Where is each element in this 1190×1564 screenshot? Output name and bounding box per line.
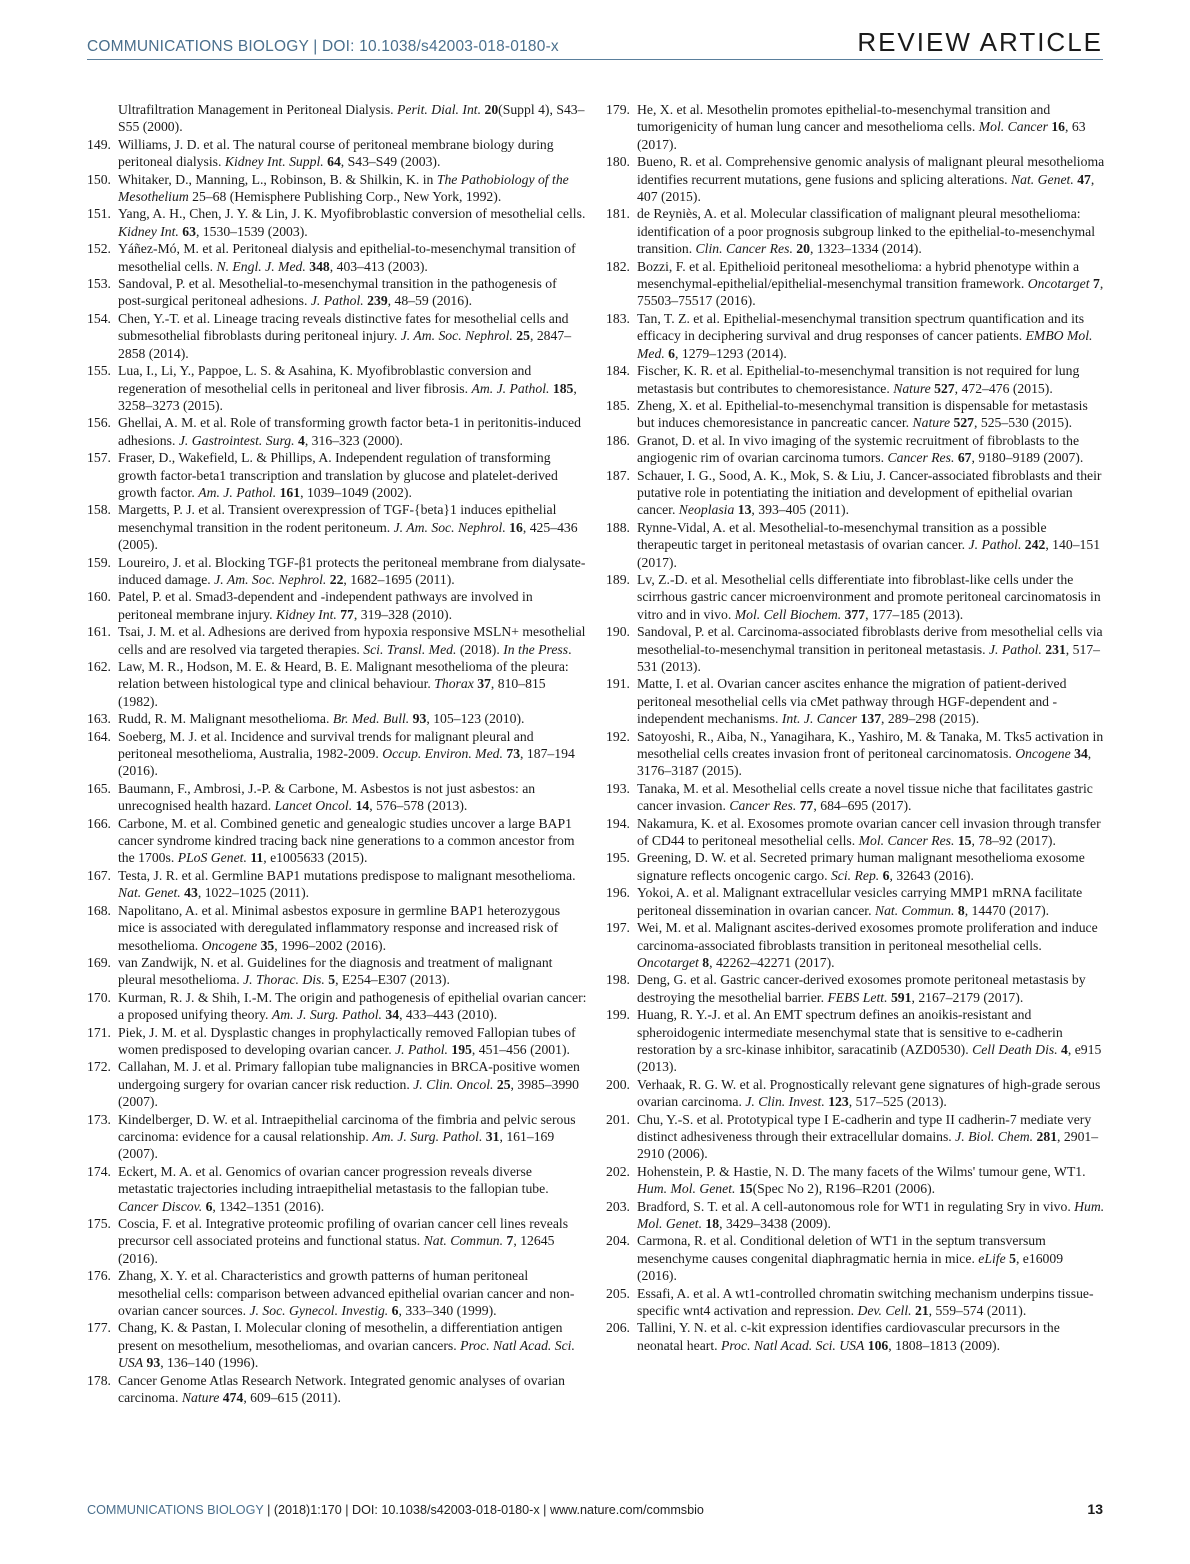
reference-text: Bradford, S. T. et al. A cell-autonomous role for WT1 in regulating Sry in vivo. Hum. Mol. Genet. 18, 3429–3438 (2009). <box>637 1198 1105 1231</box>
header-rule <box>87 59 1103 60</box>
reference-item <box>87 989 587 1024</box>
reference-number: 205. <box>606 1285 630 1301</box>
reference-text: He, X. et al. Mesothelin promotes epithelial-to-mesenchymal transition and tumorigenicity of human lung cancer and mesothelioma cells. Mol. Cancer 16, 63 (2017). <box>637 102 1086 152</box>
reference-text: Eckert, M. A. et al. Genomics of ovarian cancer progression reveals diverse metastatic trajectories including intraepithelial metastasis to the fallopian tube. Cancer Discov. 6, 1342–1351 (2016). <box>118 1163 549 1214</box>
reference-text: Tallini, Y. N. et al. c-kit expression identifies cardiovascular precursors in the neonatal heart. Proc. Natl Acad. Sci. USA 106, 1808–1813 (2009). <box>637 1320 1060 1353</box>
reference-item <box>87 554 587 589</box>
reference-number: 186. <box>606 432 630 448</box>
reference-number: 185. <box>606 397 630 413</box>
reference-number: 154. <box>87 310 111 326</box>
reference-item <box>606 623 1106 675</box>
reference-text: Verhaak, R. G. W. et al. Prognostically relevant gene signatures of high-grade serous ovarian carcinoma. J. Clin. Invest. 123, 517–525 (2013). <box>637 1076 1101 1110</box>
reference-list-right <box>606 101 1106 1354</box>
reference-text: Satoyoshi, R., Aiba, N., Yanagihara, K., Yashiro, M. & Tanaka, M. Tks5 activation in mesothelial cells creates invasion front of peritoneal carcinomatosis. Oncogene 34, 3176–3187 (2015). <box>637 728 1104 779</box>
reference-number: 184. <box>606 363 630 379</box>
reference-text: Bozzi, F. et al. Epithelioid peritoneal mesothelioma: a hybrid phenotype within a mesenchymal-epithelial/epithelial-mesenchymal transition framework. Oncotarget 7, 75503–75517 (2016). <box>637 258 1104 309</box>
reference-text: Law, M. R., Hodson, M. E. & Heard, B. E. Malignant mesothelioma of the pleura: relation between histological type and clinical behaviour. Thorax 37, 810–815 (1982). <box>118 659 569 709</box>
reference-text: Whitaker, D., Manning, L., Robinson, B. & Shilkin, K. in The Pathobiology of the Mesothelium 25–68 (Hemisphere Publishing Corp., New York, 1992). <box>118 171 569 205</box>
reference-item <box>87 1215 587 1267</box>
reference-number: 156. <box>87 415 111 431</box>
reference-item <box>606 397 1106 432</box>
reference-number: 162. <box>87 659 111 674</box>
reference-item <box>87 1319 587 1371</box>
reference-number: 200. <box>606 1076 630 1092</box>
reference-number: 161. <box>87 624 111 640</box>
reference-number: 174. <box>87 1163 111 1179</box>
reference-number: 198. <box>606 972 630 988</box>
reference-item <box>87 136 587 171</box>
references-left-column <box>87 101 587 1406</box>
reference-item <box>606 1198 1106 1233</box>
reference-item <box>87 780 587 815</box>
reference-item <box>606 467 1106 519</box>
reference-number: 190. <box>606 624 630 640</box>
reference-text: Chu, Y.-S. et al. Prototypical type I E-cadherin and type II cadherin-7 mediate very distinct adhesiveness through their extracellular domains. J. Biol. Chem. 281, 2901–2910 (2006). <box>637 1111 1099 1162</box>
reference-text: Essafi, A. et al. A wt1-controlled chromatin switching mechanism underpins tissue-specific wnt4 activation and repression. Dev. Cell. 21, 559–574 (2011). <box>637 1285 1094 1319</box>
reference-text: Williams, J. D. et al. The natural course of peritoneal membrane biology during peritoneal dialysis. Kidney Int. Suppl. 64, S43–S49 (2003). <box>118 136 554 170</box>
reference-item <box>606 1006 1106 1076</box>
reference-number: 192. <box>606 728 630 744</box>
reference-text: Nakamura, K. et al. Exosomes promote ovarian cancer cell invasion through transfer of CD44 to peritoneal mesothelial cells. Mol. Cancer Res. 15, 78–92 (2017). <box>637 815 1101 849</box>
reference-text: Margetts, P. J. et al. Transient overexpression of TGF-{beta}1 induces epithelial mesenchymal transition in the rodent peritoneum. J. Am. Soc. Nephrol. 16, 425–436 (2005). <box>118 502 578 553</box>
reference-text: Deng, G. et al. Gastric cancer-derived exosomes promote peritoneal metastasis by destroying the mesothelial barrier. FEBS Lett. 591, 2167–2179 (2017). <box>637 972 1086 1005</box>
reference-text: Patel, P. et al. Smad3-dependent and -independent pathways are involved in peritoneal membrane injury. Kidney Int. 77, 319–328 (2010). <box>118 589 533 622</box>
reference-text: Greening, D. W. et al. Secreted primary human malignant mesothelioma exosome signature reflects oncogenic cargo. Sci. Rep. 6, 32643 (2016). <box>637 850 1085 883</box>
reference-item <box>606 919 1106 971</box>
reference-text: Callahan, M. J. et al. Primary fallopian tube malignancies in BRCA-positive women undergoing surgery for ovarian cancer risk reduction. J. Clin. Oncol. 25, 3985–3990 (2007). <box>118 1059 580 1110</box>
reference-number: 183. <box>606 310 630 326</box>
reference-item <box>87 623 587 658</box>
reference-item <box>87 710 587 727</box>
reference-item <box>606 519 1106 571</box>
reference-number: 176. <box>87 1268 111 1284</box>
reference-text: Zhang, X. Y. et al. Characteristics and growth patterns of human peritoneal mesothelial cells: comparison between advanced epithelial ovarian cancer and non-ovarian cancer sources. J. Soc. Gynecol. Investig. 6, 333–340 (1999). <box>118 1268 575 1319</box>
reference-item <box>87 658 587 710</box>
reference-text: van Zandwijk, N. et al. Guidelines for the diagnosis and treatment of malignant pleural mesothelioma. J. Thorac. Dis. 5, E254–E307 (2013). <box>118 954 553 988</box>
running-header-journal: COMMUNICATIONS BIOLOGY | DOI: 10.1038/s42003-018-0180-x <box>87 38 559 55</box>
reference-text: Fraser, D., Wakefield, L. & Phillips, A. Independent regulation of transforming growth factor-beta1 transcription and translation by glucose and platelet-derived growth factor. Am. J. Pathol. 161, 1039–1049 (2002). <box>118 450 558 500</box>
reference-item <box>606 362 1106 397</box>
reference-text: Carmona, R. et al. Conditional deletion of WT1 in the septum transversum mesenchyme causes congenital diaphragmatic hernia in mice. eLife 5, e16009 (2016). <box>637 1233 1064 1284</box>
reference-number: 178. <box>87 1372 111 1388</box>
references-right-column <box>606 101 1106 1354</box>
reference-item <box>606 1232 1106 1284</box>
footer-citation <box>87 1503 704 1517</box>
reference-text: Tan, T. Z. et al. Epithelial-mesenchymal transition spectrum quantification and its efficacy in deciphering survival and drug responses of cancer patients. EMBO Mol. Med. 6, 1279–1293 (2014). <box>637 310 1093 361</box>
reference-item <box>606 258 1106 310</box>
reference-item <box>606 310 1106 362</box>
reference-number: 199. <box>606 1007 630 1023</box>
reference-item <box>87 414 587 449</box>
reference-item <box>87 902 587 954</box>
reference-number: 168. <box>87 902 111 918</box>
reference-continuation <box>87 101 587 136</box>
reference-text: Fischer, K. R. et al. Epithelial-to-mesenchymal transition is not required for lung metastasis but contributes to chemoresistance. Nature 527, 472–476 (2015). <box>637 363 1080 396</box>
reference-item <box>606 101 1106 153</box>
reference-item <box>87 1163 587 1215</box>
reference-number: 187. <box>606 467 630 483</box>
reference-text: Zheng, X. et al. Epithelial-to-mesenchymal transition is dispensable for metastasis but induces chemoresistance in pancreatic cancer. Nature 527, 525–530 (2015). <box>637 397 1088 431</box>
reference-number: 170. <box>87 989 111 1005</box>
reference-text: Tsai, J. M. et al. Adhesions are derived from hypoxia responsive MSLN+ mesothelial cells and are resolved via targeted therapies. Sci. Transl. Med. (2018). In the Press. <box>118 624 586 657</box>
reference-item <box>87 501 587 553</box>
reference-item <box>606 884 1106 919</box>
reference-item <box>606 971 1106 1006</box>
reference-text: Lv, Z.-D. et al. Mesothelial cells differentiate into fibroblast-like cells under the scirrhous gastric cancer microenvironment and promote peritoneal carcinomatosis in vitro and in vivo. Mol. Cell Biochem. 377, 177–185 (2013). <box>637 571 1101 622</box>
reference-number: 201. <box>606 1111 630 1127</box>
reference-list-left <box>87 136 587 1407</box>
reference-number: 182. <box>606 258 630 274</box>
reference-text: Tanaka, M. et al. Mesothelial cells create a novel tissue niche that facilitates gastric cancer invasion. Cancer Res. 77, 684–695 (2017). <box>637 780 1093 814</box>
reference-text: Napolitano, A. et al. Minimal asbestos exposure in germline BAP1 heterozygous mice is associated with deregulated inflammatory response and increased risk of mesothelioma. Oncogene 35, 1996–2002 (2016). <box>118 902 561 953</box>
reference-number: 171. <box>87 1024 111 1040</box>
reference-number: 189. <box>606 571 630 587</box>
reference-number: 188. <box>606 519 630 535</box>
reference-number: 149. <box>87 136 111 152</box>
reference-item <box>606 815 1106 850</box>
reference-text: Yáñez-Mó, M. et al. Peritoneal dialysis and epithelial-to-mesenchymal transition of mesothelial cells. N. Engl. J. Med. 348, 403–413 (2003). <box>118 241 576 274</box>
reference-number: 196. <box>606 885 630 901</box>
reference-number: 179. <box>606 102 630 117</box>
reference-item <box>87 1372 587 1407</box>
footer-citation-text: | (2018)1:170 | DOI: 10.1038/s42003-018-0180-x | www.nature.com/commsbio <box>263 1503 704 1517</box>
reference-item <box>606 153 1106 205</box>
reference-number: 150. <box>87 171 111 187</box>
reference-number: 173. <box>87 1111 111 1127</box>
reference-item <box>606 432 1106 467</box>
reference-text: Schauer, I. G., Sood, A. K., Mok, S. & Liu, J. Cancer-associated fibroblasts and their putative role in potentiating the initiation and development of epithelial ovarian cancer. Neoplasia 13, 393–405 (2011). <box>637 467 1102 518</box>
reference-text: Carbone, M. et al. Combined genetic and genealogic studies uncover a large BAP1 cancer syndrome kindred tracing back nine generations to a common ancestor from the 1700s. PLoS Genet. 11, e1005633 (2015). <box>118 815 575 866</box>
reference-number: 191. <box>606 676 630 692</box>
reference-item <box>87 588 587 623</box>
reference-item <box>606 1076 1106 1111</box>
reference-item <box>87 310 587 362</box>
reference-number: 197. <box>606 920 630 936</box>
reference-text: Rynne-Vidal, A. et al. Mesothelial-to-mesenchymal transition as a possible therapeutic target in peritoneal metastasis of ovarian cancer. J. Pathol. 242, 140–151 (2017). <box>637 519 1101 570</box>
reference-number: 193. <box>606 780 630 796</box>
reference-text: Bueno, R. et al. Comprehensive genomic analysis of malignant pleural mesothelioma identifies recurrent mutations, gene fusions and splicing alterations. Nat. Genet. 47, 407 (2015). <box>637 154 1105 205</box>
reference-number: 172. <box>87 1059 111 1075</box>
reference-item <box>606 728 1106 780</box>
reference-text: Huang, R. Y.-J. et al. An EMT spectrum defines an anoikis-resistant and spheroidogenic intermediate mesenchymal state that is sensitive to e-cadherin restoration by a src-kinase inhibitor, saracatinib (AZD0530). Cell Death Dis. 4, e915 (2013). <box>637 1007 1102 1075</box>
reference-number: 177. <box>87 1320 111 1336</box>
reference-text: Yang, A. H., Chen, J. Y. & Lin, J. K. Myofibroblastic conversion of mesothelial cells. Kidney Int. 63, 1530–1539 (2003). <box>118 206 586 239</box>
reference-number: 180. <box>606 154 630 170</box>
reference-item <box>87 728 587 780</box>
reference-item <box>606 205 1106 257</box>
reference-text: Granot, D. et al. In vivo imaging of the systemic recruitment of fibroblasts to the angiogenic rim of ovarian carcinoma tumors. Cancer Res. 67, 9180–9189 (2007). <box>637 432 1084 466</box>
reference-item <box>87 867 587 902</box>
reference-item <box>87 954 587 989</box>
reference-item <box>87 205 587 240</box>
page-number: 13 <box>1087 1501 1103 1517</box>
reference-number: 153. <box>87 276 111 292</box>
reference-item <box>606 571 1106 623</box>
reference-text: Chen, Y.-T. et al. Lineage tracing reveals distinctive fates for mesothelial cells and submesothelial fibroblasts during peritoneal injury. J. Am. Soc. Nephrol. 25, 2847–2858 (2014). <box>118 310 572 361</box>
reference-number: 204. <box>606 1233 630 1249</box>
reference-text: Lua, I., Li, Y., Pappoe, L. S. & Asahina, K. Myofibroblastic conversion and regeneration of mesothelial cells in peritoneal and liver fibrosis. Am. J. Pathol. 185, 3258–3273 (2015). <box>118 363 577 413</box>
reference-text: Wei, M. et al. Malignant ascites-derived exosomes promote proliferation and induce carcinoma-associated fibroblasts transition in peritoneal mesothelial cells. Oncotarget 8, 42262–42271 (2017). <box>637 920 1098 970</box>
reference-number: 194. <box>606 815 630 831</box>
reference-number: 203. <box>606 1198 630 1214</box>
reference-item <box>87 1058 587 1110</box>
reference-number: 163. <box>87 711 111 727</box>
reference-number: 158. <box>87 502 111 518</box>
reference-item <box>87 362 587 414</box>
reference-text: Loureiro, J. et al. Blocking TGF-β1 protects the peritoneal membrane from dialysate-induced damage. J. Am. Soc. Nephrol. 22, 1682–1695 (2011). <box>118 554 586 587</box>
reference-number: 181. <box>606 206 630 222</box>
reference-item <box>87 171 587 206</box>
reference-number: 206. <box>606 1320 630 1336</box>
reference-item <box>606 780 1106 815</box>
reference-item <box>606 1111 1106 1163</box>
footer-brand: COMMUNICATIONS BIOLOGY <box>87 1503 264 1517</box>
running-header-article-type: REVIEW ARTICLE <box>857 27 1103 57</box>
reference-text: Hohenstein, P. & Hastie, N. D. The many facets of the Wilms' tumour gene, WT1. Hum. Mol. Genet. 15(Spec No 2), R196–R201 (2006). <box>637 1163 1086 1197</box>
reference-text: Kurman, R. J. & Shih, I.-M. The origin and pathogenesis of epithelial ovarian cancer: a proposed unifying theory. Am. J. Surg. Pathol. 34, 433–443 (2010). <box>118 989 587 1023</box>
reference-text: Ghellai, A. M. et al. Role of transforming growth factor beta-1 in peritonitis-induced adhesions. J. Gastrointest. Surg. 4, 316–323 (2000). <box>118 415 581 448</box>
reference-text: Soeberg, M. J. et al. Incidence and survival trends for malignant pleural and peritoneal mesothelioma, Australia, 1982-2009. Occup. Environ. Med. 73, 187–194 (2016). <box>118 728 575 779</box>
reference-item <box>606 1163 1106 1198</box>
reference-number: 166. <box>87 815 111 831</box>
reference-item <box>87 449 587 501</box>
reference-number: 167. <box>87 867 111 883</box>
reference-item <box>87 240 587 275</box>
reference-number: 155. <box>87 363 111 379</box>
reference-text: Testa, J. R. et al. Germline BAP1 mutations predispose to malignant mesothelioma. Nat. Genet. 43, 1022–1025 (2011). <box>118 867 576 901</box>
reference-number: 165. <box>87 780 111 796</box>
reference-item <box>606 1319 1106 1354</box>
reference-item <box>87 815 587 867</box>
reference-number: 157. <box>87 450 111 466</box>
reference-item <box>606 849 1106 884</box>
reference-text: Baumann, F., Ambrosi, J.-P. & Carbone, M. Asbestos is not just asbestos: an unrecognised health hazard. Lancet Oncol. 14, 576–578 (2013). <box>118 780 536 814</box>
reference-number: 151. <box>87 206 111 222</box>
reference-text: Matte, I. et al. Ovarian cancer ascites enhance the migration of patient-derived peritoneal mesothelial cells via cMet pathway through HGF-dependent and -independent mechanisms. Int. J. Cancer 137, 289–298 (2015). <box>637 676 1067 727</box>
reference-number: 164. <box>87 728 111 744</box>
reference-text: Chang, K. & Pastan, I. Molecular cloning of mesothelin, a differentiation antigen present on mesothelium, mesotheliomas, and ovarian cancers. Proc. Natl Acad. Sci. USA 93, 136–140 (1996). <box>118 1320 575 1371</box>
reference-number: 169. <box>87 954 111 970</box>
reference-text: Sandoval, P. et al. Carcinoma-associated fibroblasts derive from mesothelial cells via mesothelial-to-mesenchymal transition in peritoneal metastasis. J. Pathol. 231, 517–531 (2013). <box>637 624 1103 674</box>
reference-number: 202. <box>606 1163 630 1179</box>
reference-number: 159. <box>87 554 111 570</box>
reference-number: 195. <box>606 850 630 866</box>
reference-item <box>87 275 587 310</box>
reference-text: Rudd, R. M. Malignant mesothelioma. Br. Med. Bull. 93, 105–123 (2010). <box>118 711 525 727</box>
reference-text: Piek, J. M. et al. Dysplastic changes in prophylactically removed Fallopian tubes of women predisposed to developing ovarian cancer. J. Pathol. 195, 451–456 (2001). <box>118 1024 576 1057</box>
reference-number: 160. <box>87 589 111 605</box>
reference-item <box>87 1267 587 1319</box>
reference-item <box>87 1024 587 1059</box>
reference-text: Cancer Genome Atlas Research Network. Integrated genomic analyses of ovarian carcinoma. Nature 474, 609–615 (2011). <box>118 1372 565 1406</box>
reference-text: Yokoi, A. et al. Malignant extracellular vesicles carrying MMP1 mRNA facilitate peritoneal dissemination in ovarian cancer. Nat. Commun. 8, 14470 (2017). <box>637 885 1083 918</box>
reference-text: de Reyniès, A. et al. Molecular classification of malignant pleural mesothelioma: identification of a poor prognosis subgroup linked to the epithelial-to-mesenchymal transition. Clin. Cancer Res. 20, 1323–1334 (2014). <box>637 206 1096 257</box>
reference-text: Coscia, F. et al. Integrative proteomic profiling of ovarian cancer cell lines reveals precursor cell associated proteins and functional status. Nat. Commun. 7, 12645 (2016). <box>118 1216 569 1266</box>
reference-item <box>87 1111 587 1163</box>
reference-text: Kindelberger, D. W. et al. Intraepithelial carcinoma of the fimbria and pelvic serous carcinoma: evidence for a causal relationship. Am. J. Surg. Pathol. 31, 161–169 (2007). <box>118 1111 576 1162</box>
reference-item <box>606 675 1106 727</box>
reference-text: Sandoval, P. et al. Mesothelial-to-mesenchymal transition in the pathogenesis of post-surgical peritoneal adhesions. J. Pathol. 239, 48–59 (2016). <box>118 276 557 309</box>
reference-text: Ultrafiltration Management in Peritoneal Dialysis. Perit. Dial. Int. 20(Suppl 4), S43–S55 (2000). <box>118 102 585 135</box>
reference-number: 175. <box>87 1216 111 1231</box>
reference-item <box>606 1285 1106 1320</box>
reference-number: 152. <box>87 241 111 257</box>
